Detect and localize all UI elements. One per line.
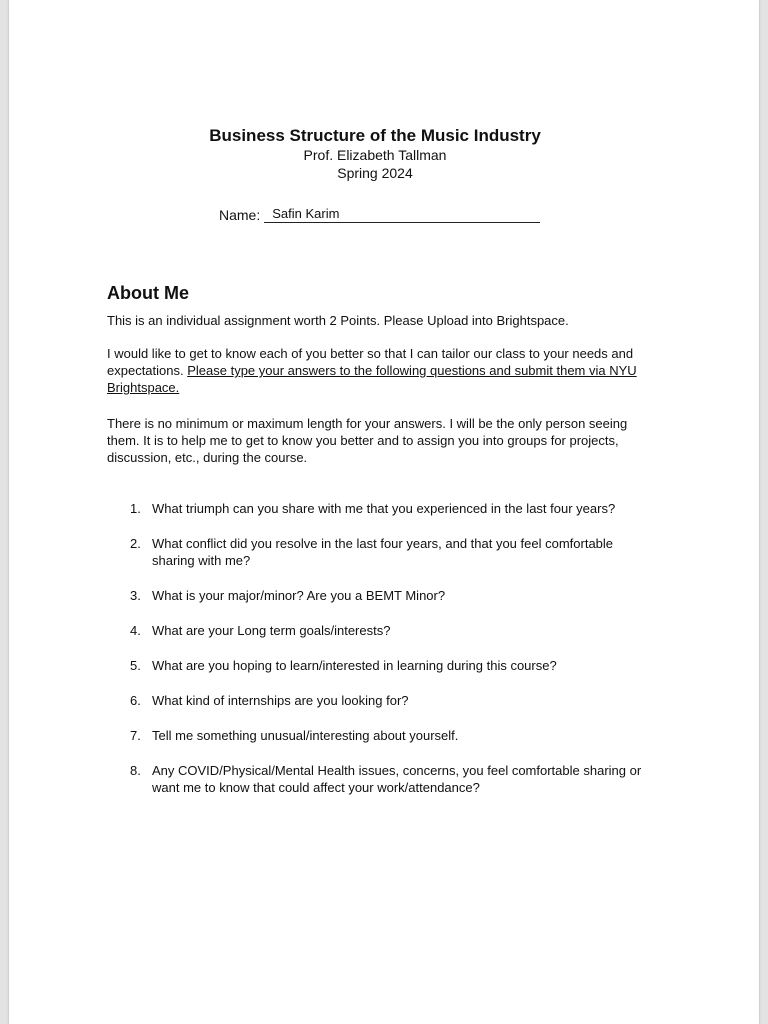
question-text: What is your major/minor? Are you a BEMT Minor? bbox=[152, 588, 446, 603]
question-list bbox=[130, 500, 650, 814]
question-number: 8. bbox=[130, 763, 141, 778]
term: Spring 2024 bbox=[337, 165, 413, 181]
question-item bbox=[130, 657, 650, 674]
question-number: 5. bbox=[130, 658, 141, 673]
assignment-note: This is an individual assignment worth 2 Points. Please Upload into Brightspace. bbox=[107, 313, 569, 328]
name-label: Name: bbox=[219, 207, 261, 223]
question-text: What conflict did you resolve in the last four years, and that you feel comfortable sharing with me? bbox=[152, 536, 614, 568]
question-number: 7. bbox=[130, 728, 141, 743]
question-number: 1. bbox=[130, 501, 141, 516]
name-row bbox=[219, 206, 540, 223]
question-item bbox=[130, 727, 650, 744]
question-item bbox=[130, 535, 650, 569]
length-note: There is no minimum or maximum length for your answers. I will be the only person seeing them. It is to help me to get to know you better and to assign you into groups for projects, discussion, etc., during the course. bbox=[107, 416, 628, 465]
course-title: Business Structure of the Music Industry bbox=[209, 126, 541, 145]
question-item bbox=[130, 762, 650, 796]
question-number: 2. bbox=[130, 536, 141, 551]
document-header bbox=[0, 126, 759, 182]
question-text: Tell me something unusual/interesting about yourself. bbox=[152, 728, 459, 743]
question-text: Any COVID/Physical/Mental Health issues, concerns, you feel comfortable sharing or want me to know that could affect your work/attendance? bbox=[152, 763, 642, 795]
question-number: 6. bbox=[130, 693, 141, 708]
question-item bbox=[130, 692, 650, 709]
question-number: 4. bbox=[130, 623, 141, 638]
submission-instruction: Please type your answers to the following questions and submit them via NYU Brightspace. bbox=[107, 363, 637, 395]
intro-text: I would like to get to know each of you better so that I can tailor our class to your needs and expectations. bbox=[107, 346, 634, 378]
question-text: What are your Long term goals/interests? bbox=[152, 623, 391, 638]
intro-paragraph bbox=[107, 345, 652, 396]
question-item bbox=[130, 500, 650, 517]
name-field: Safin Karim bbox=[264, 206, 540, 223]
question-item bbox=[130, 587, 650, 604]
question-item bbox=[130, 622, 650, 639]
question-text: What are you hoping to learn/interested in learning during this course? bbox=[152, 658, 557, 673]
question-number: 3. bbox=[130, 588, 141, 603]
question-text: What kind of internships are you looking for? bbox=[152, 693, 409, 708]
section-title: About Me bbox=[107, 283, 189, 303]
question-text: What triumph can you share with me that you experienced in the last four years? bbox=[152, 501, 616, 516]
professor-name: Prof. Elizabeth Tallman bbox=[303, 147, 447, 163]
